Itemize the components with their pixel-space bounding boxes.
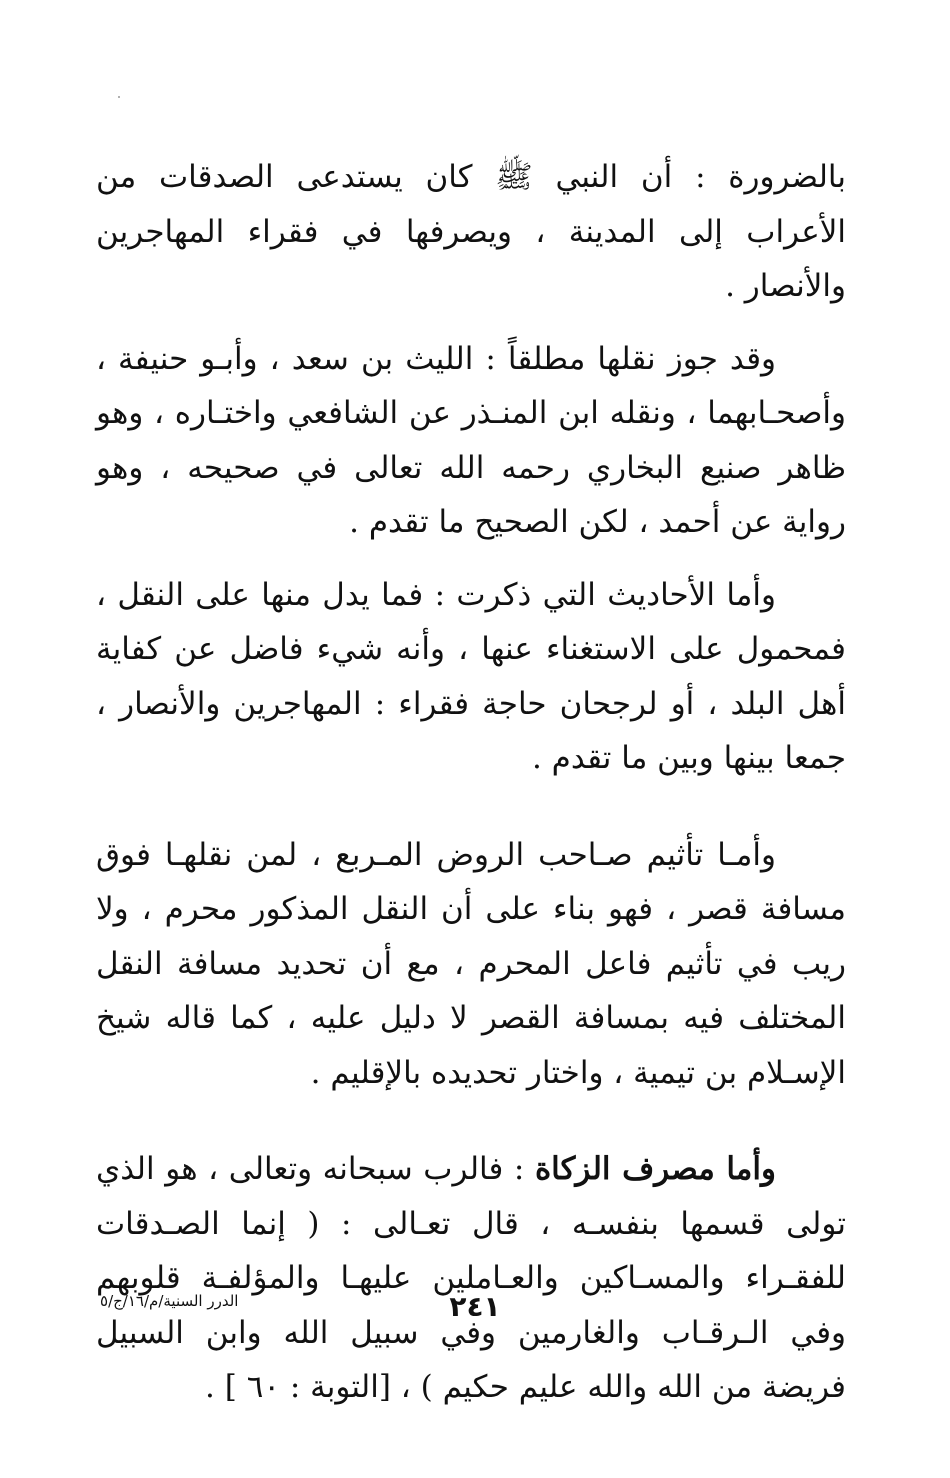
scan-speck xyxy=(118,96,120,98)
paragraph-1: بالضرورة : أن النبي ﷺ كان يستدعى الصدقات من الأعراب إلى المدينة ، ويصرفها في فقراء المهاجرين والأنصار . xyxy=(96,159,846,304)
page-number: ٢٤١ xyxy=(449,1290,501,1323)
source-reference: الدرر السنية/م/١٦/ج/٥ xyxy=(100,1292,239,1310)
paragraph-5 xyxy=(96,1142,846,1415)
section-heading-zakat-recipients: وأما مصرف الزكاة xyxy=(534,1151,776,1187)
paragraph-3: وأما الأحاديث التي ذكرت : فما يدل منها على النقل ، فمحمول على الاستغناء عنها ، وأنه شيء فاضل عن كفاية أهل البلد ، أو لرجحان حاجة فقراء : المهاجرين والأنصار ، جمعا بينها وبين ما تقدم . xyxy=(96,576,846,776)
body-text xyxy=(96,150,846,1415)
paragraph-2: وقد جوز نقلها مطلقاً : الليث بن سعد ، وأبـو حنيفة ، وأصحـابهما ، ونقله ابن المنـذر عن الشافعي واختـاره ، وهو ظاهر صنيع البخاري رحمه الله تعالى في صحيحه ، وهو رواية عن أحمد ، لكن الصحيح ما تقدم . xyxy=(96,340,846,540)
paragraph-4: وأمـا تأثيم صـاحب الروض المـربع ، لمن نقلهـا فوق مسافة قصر ، فهو بناء على أن النقل المذكور محرم ، ولا ريب في تأثيم فاعل المحرم ، مع أن تحديد مسافة النقل المختلف فيه بمسافة القصر لا دليل عليه ، كما قاله شيخ الإسـلام بن تيمية ، واختار تحديده بالإقليم . xyxy=(96,836,846,1091)
paragraph-5-text: : فالرب سبحانه وتعالى ، هو الذي تولى قسمها بنفسـه ، قال تعـالى : ( إنما الصـدقات للفقـراء والمسـاكين والعـاملين عليهـا والمؤلفـة قلوبهم وفي الـرقـاب والغارمين وفي سبيل الله وابن السبيل فريضة من الله والله عليم حكيم ) ، [التوبة : ٦٠ ] . xyxy=(96,1151,846,1405)
